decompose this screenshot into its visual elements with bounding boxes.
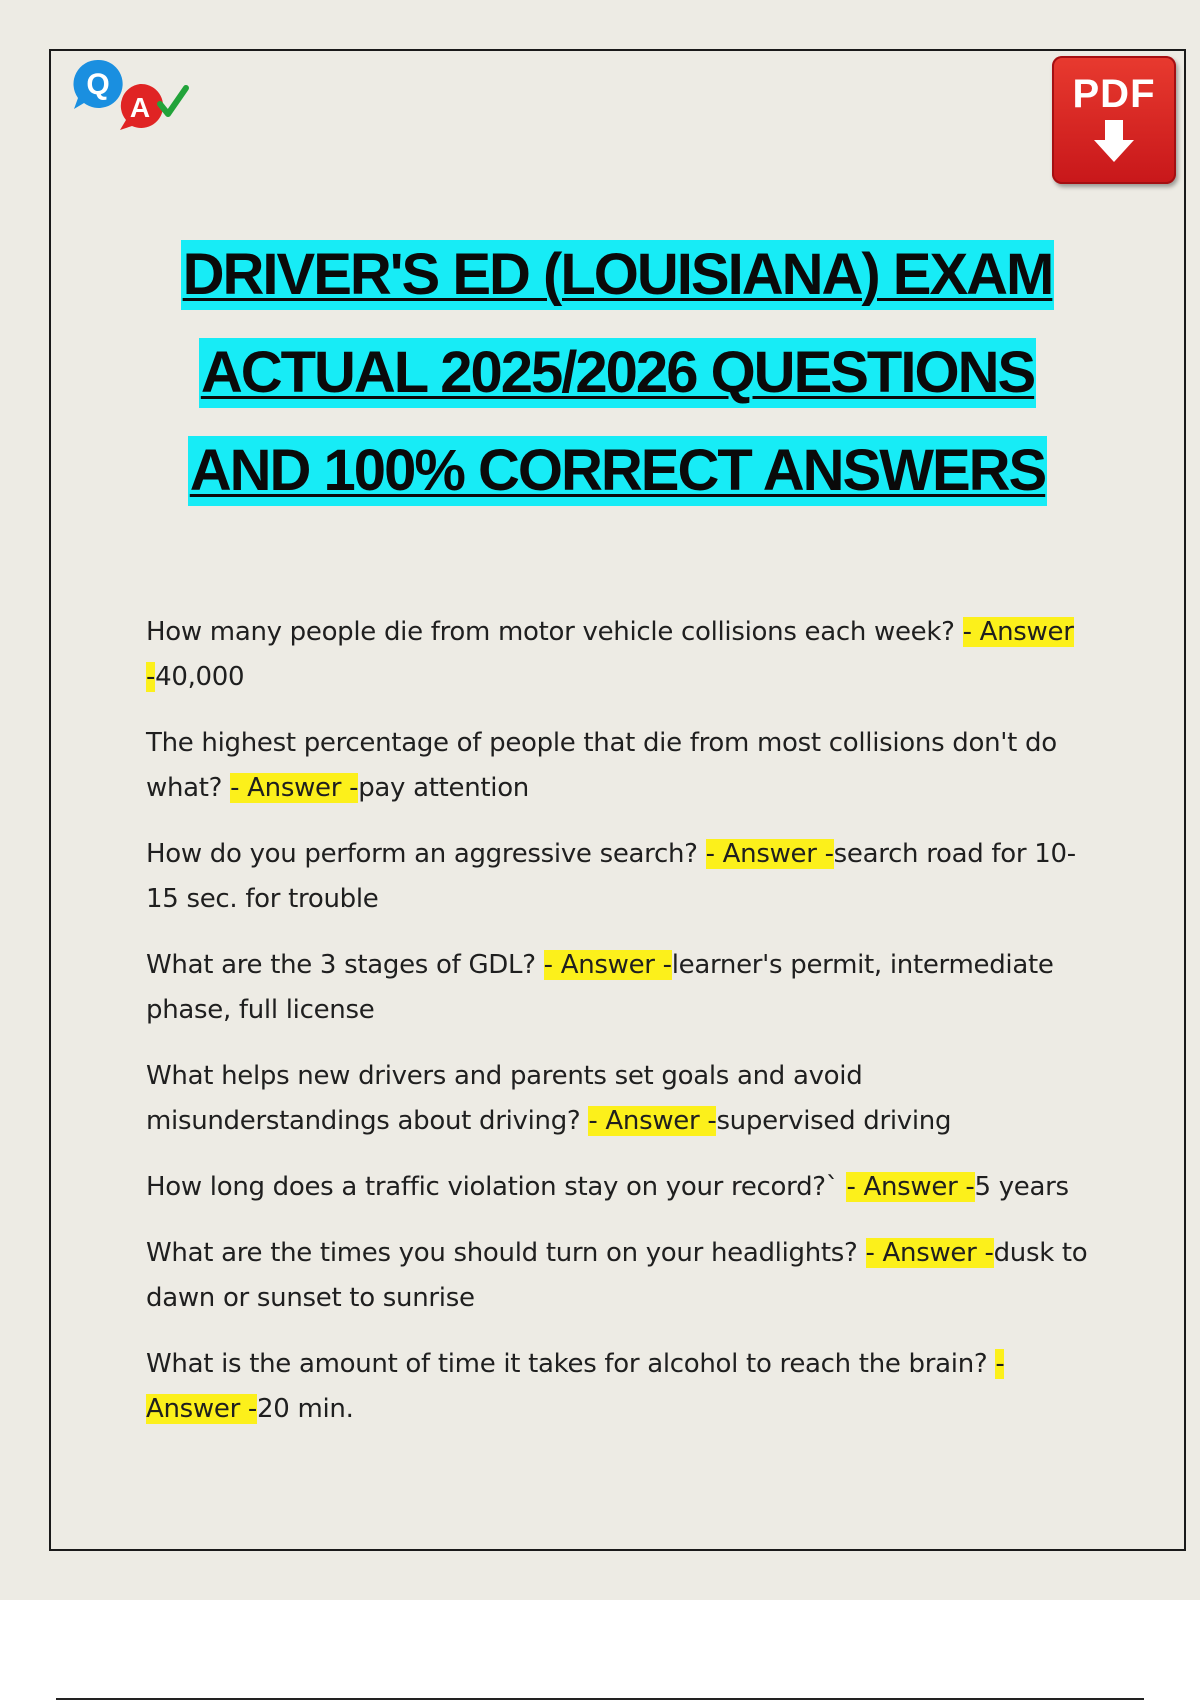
qa-item: [146, 1231, 1096, 1321]
qa-item: [146, 721, 1096, 811]
qa-logo-q-letter: Q: [86, 68, 110, 101]
qa-logo-a-letter: A: [129, 92, 151, 123]
question-text: How do you perform an aggressive search?: [146, 839, 706, 869]
question-text: What are the 3 stages of GDL?: [146, 950, 544, 980]
question-text: What is the amount of time it takes for alcohol to reach the brain?: [146, 1349, 996, 1379]
qa-item: [146, 943, 1096, 1033]
question-text: How many people die from motor vehicle collisions each week?: [146, 617, 963, 647]
answer-marker: - Answer -: [146, 617, 1074, 692]
answer-marker: - Answer -: [588, 1106, 717, 1136]
qa-item: [146, 1165, 1096, 1210]
answer-text: 40,000: [155, 662, 245, 692]
qa-logo-icon: [68, 56, 198, 136]
answer-marker: - Answer -: [846, 1172, 975, 1202]
title-line-2: ACTUAL 2025/2026 QUESTIONS: [199, 338, 1036, 408]
answer-text: pay attention: [358, 773, 529, 803]
answer-text: supervised driving: [716, 1106, 952, 1136]
answer-text: dusk to dawn or sunset to sunrise: [146, 1238, 1088, 1313]
answer-text: 5 years: [974, 1172, 1069, 1202]
document-title: [49, 240, 1186, 534]
question-text: What helps new drivers and parents set goals and avoid misunderstandings about driving?: [146, 1061, 863, 1136]
qa-item: [146, 610, 1096, 700]
qa-item: [146, 1342, 1096, 1432]
pdf-badge-label: PDF: [1072, 72, 1156, 116]
answer-text: 20 min.: [257, 1394, 354, 1424]
question-text: The highest percentage of people that die from most collisions don't do what?: [146, 728, 1057, 803]
answer-marker: - Answer -: [146, 1349, 1005, 1424]
title-line-3: AND 100% CORRECT ANSWERS: [188, 436, 1047, 506]
download-arrow-icon: [1092, 118, 1136, 164]
answer-marker: - Answer -: [543, 950, 672, 980]
question-text: How long does a traffic violation stay on your record?`: [146, 1172, 847, 1202]
answer-marker: - Answer -: [230, 773, 359, 803]
question-text: What are the times you should turn on your headlights?: [146, 1238, 866, 1268]
qa-list: [146, 610, 1096, 1453]
qa-item: [146, 1054, 1096, 1144]
pdf-download-badge[interactable]: [1052, 56, 1176, 184]
answer-marker: - Answer -: [705, 839, 834, 869]
answer-marker: - Answer -: [865, 1238, 994, 1268]
answer-text: learner's permit, intermediate phase, full license: [146, 950, 1054, 1025]
answer-text: search road for 10-15 sec. for trouble: [146, 839, 1076, 914]
title-line-1: DRIVER'S ED (LOUISIANA) EXAM: [181, 240, 1055, 310]
qa-item: [146, 832, 1096, 922]
